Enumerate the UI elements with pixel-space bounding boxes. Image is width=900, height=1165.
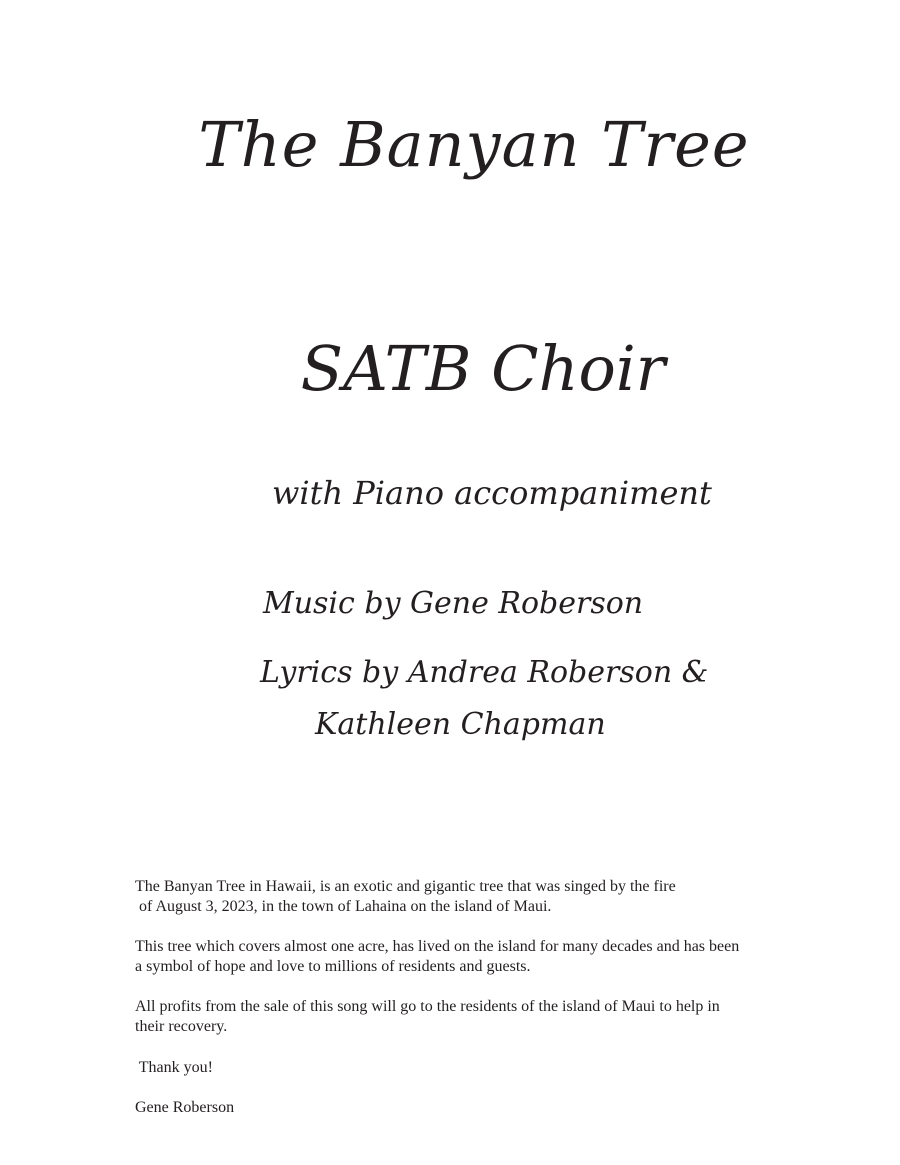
paragraph-3-line-1: All profits from the sale of this song will go to the residents of the island of Maui to help in [135, 998, 720, 1015]
paragraph-3-line-2: their recovery. [135, 1018, 228, 1035]
lyrics-credit-line1: Lyrics by Andrea Roberson & [260, 655, 709, 690]
signature: Gene Roberson [135, 1099, 235, 1116]
ensemble-heading: SATB Choir [300, 332, 666, 405]
page-title: The Banyan Tree [198, 108, 750, 181]
paragraph-2-line-1: This tree which covers almost one acre, has lived on the island for many decades and has been [135, 938, 740, 955]
thank-you-line: Thank you! [135, 1059, 213, 1076]
music-credit: Music by Gene Roberson [263, 586, 644, 621]
lyrics-credit-line2: Kathleen Chapman [315, 707, 606, 742]
paragraph-2-line-2: a symbol of hope and love to millions of residents and guests. [135, 958, 531, 975]
accompaniment-subtitle: with Piano accompaniment [272, 474, 712, 512]
paragraph-1-line-1: The Banyan Tree in Hawaii, is an exotic and gigantic tree that was singed by the fire [135, 878, 676, 895]
paragraph-1-line-2: of August 3, 2023, in the town of Lahaina on the island of Maui. [135, 898, 552, 915]
